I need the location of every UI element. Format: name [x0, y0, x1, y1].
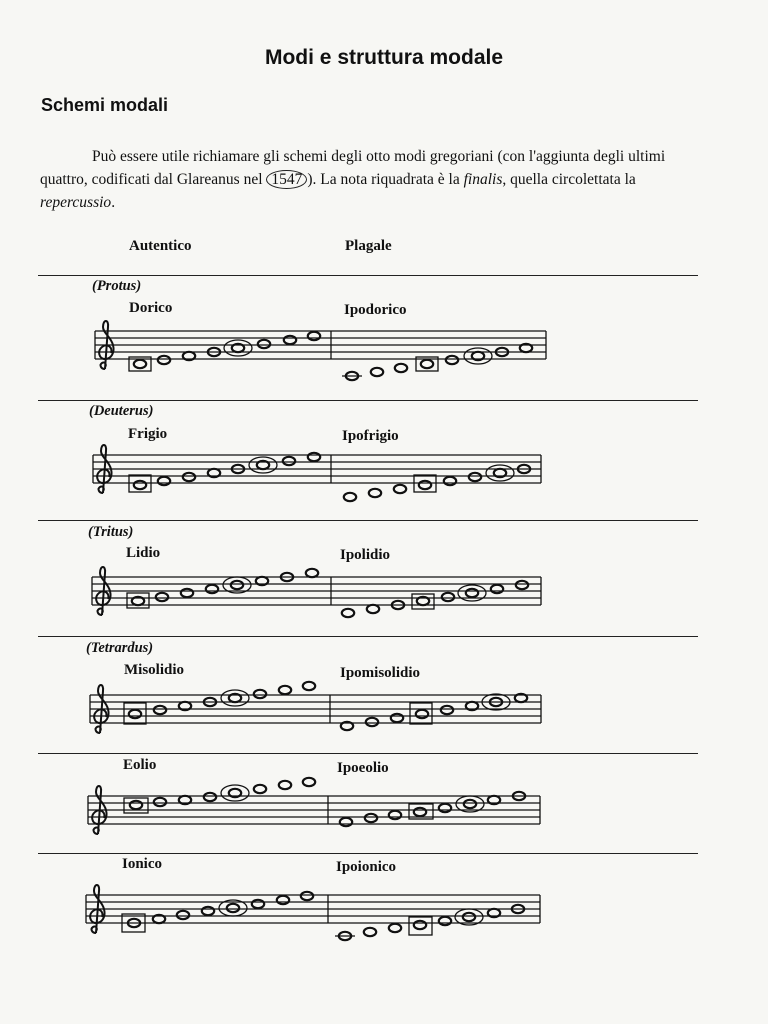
- plagal-mode-name: Ipoeolio: [337, 760, 389, 776]
- plagal-mode-name: Ipoionico: [336, 859, 397, 875]
- authentic-mode-name: Eolio: [123, 757, 157, 773]
- notes-tritus: [127, 569, 528, 617]
- notes-eolio: [124, 778, 525, 826]
- authentic-mode-name: Frigio: [128, 426, 168, 442]
- repercussio-term: repercussio: [40, 194, 112, 211]
- intro-text-3: , quella circolettata la: [502, 171, 636, 188]
- section-title: Schemi modali: [41, 95, 169, 115]
- intro-text-4: .: [111, 194, 116, 211]
- plagal-mode-name: Ipomisolidio: [340, 665, 421, 681]
- authentic-mode-name: Lidio: [126, 545, 161, 561]
- mode-family-label: (Protus): [92, 278, 142, 294]
- mode-family-label: (Tetrardus): [86, 640, 154, 656]
- plagal-mode-name: Ipolidio: [340, 547, 391, 563]
- column-header-plagal: Plagale: [345, 238, 392, 254]
- mode-family-label: (Tritus): [88, 524, 134, 540]
- circled-year: 1547: [266, 170, 307, 189]
- authentic-mode-name: Misolidio: [124, 662, 185, 678]
- column-header-authentic: Autentico: [129, 238, 192, 254]
- authentic-mode-name: Ionico: [122, 856, 163, 872]
- intro-text-2: ). La nota riquadrata è la: [307, 171, 464, 188]
- authentic-mode-name: Dorico: [129, 300, 173, 316]
- mode-family-label: (Deuterus): [89, 403, 154, 419]
- page-title: Modi e struttura modale: [264, 46, 504, 69]
- plagal-mode-name: Ipodorico: [344, 302, 407, 318]
- plagal-mode-name: Ipofrigio: [342, 428, 399, 444]
- intro-text-1: Può essere utile richiamare gli schemi degli otto modi gregoriani (con l'aggiunta degli ultimi quattro, codificati dal Glareanus nel: [40, 148, 666, 188]
- finalis-term: finalis: [463, 171, 503, 188]
- notes-deuterus: [129, 453, 530, 501]
